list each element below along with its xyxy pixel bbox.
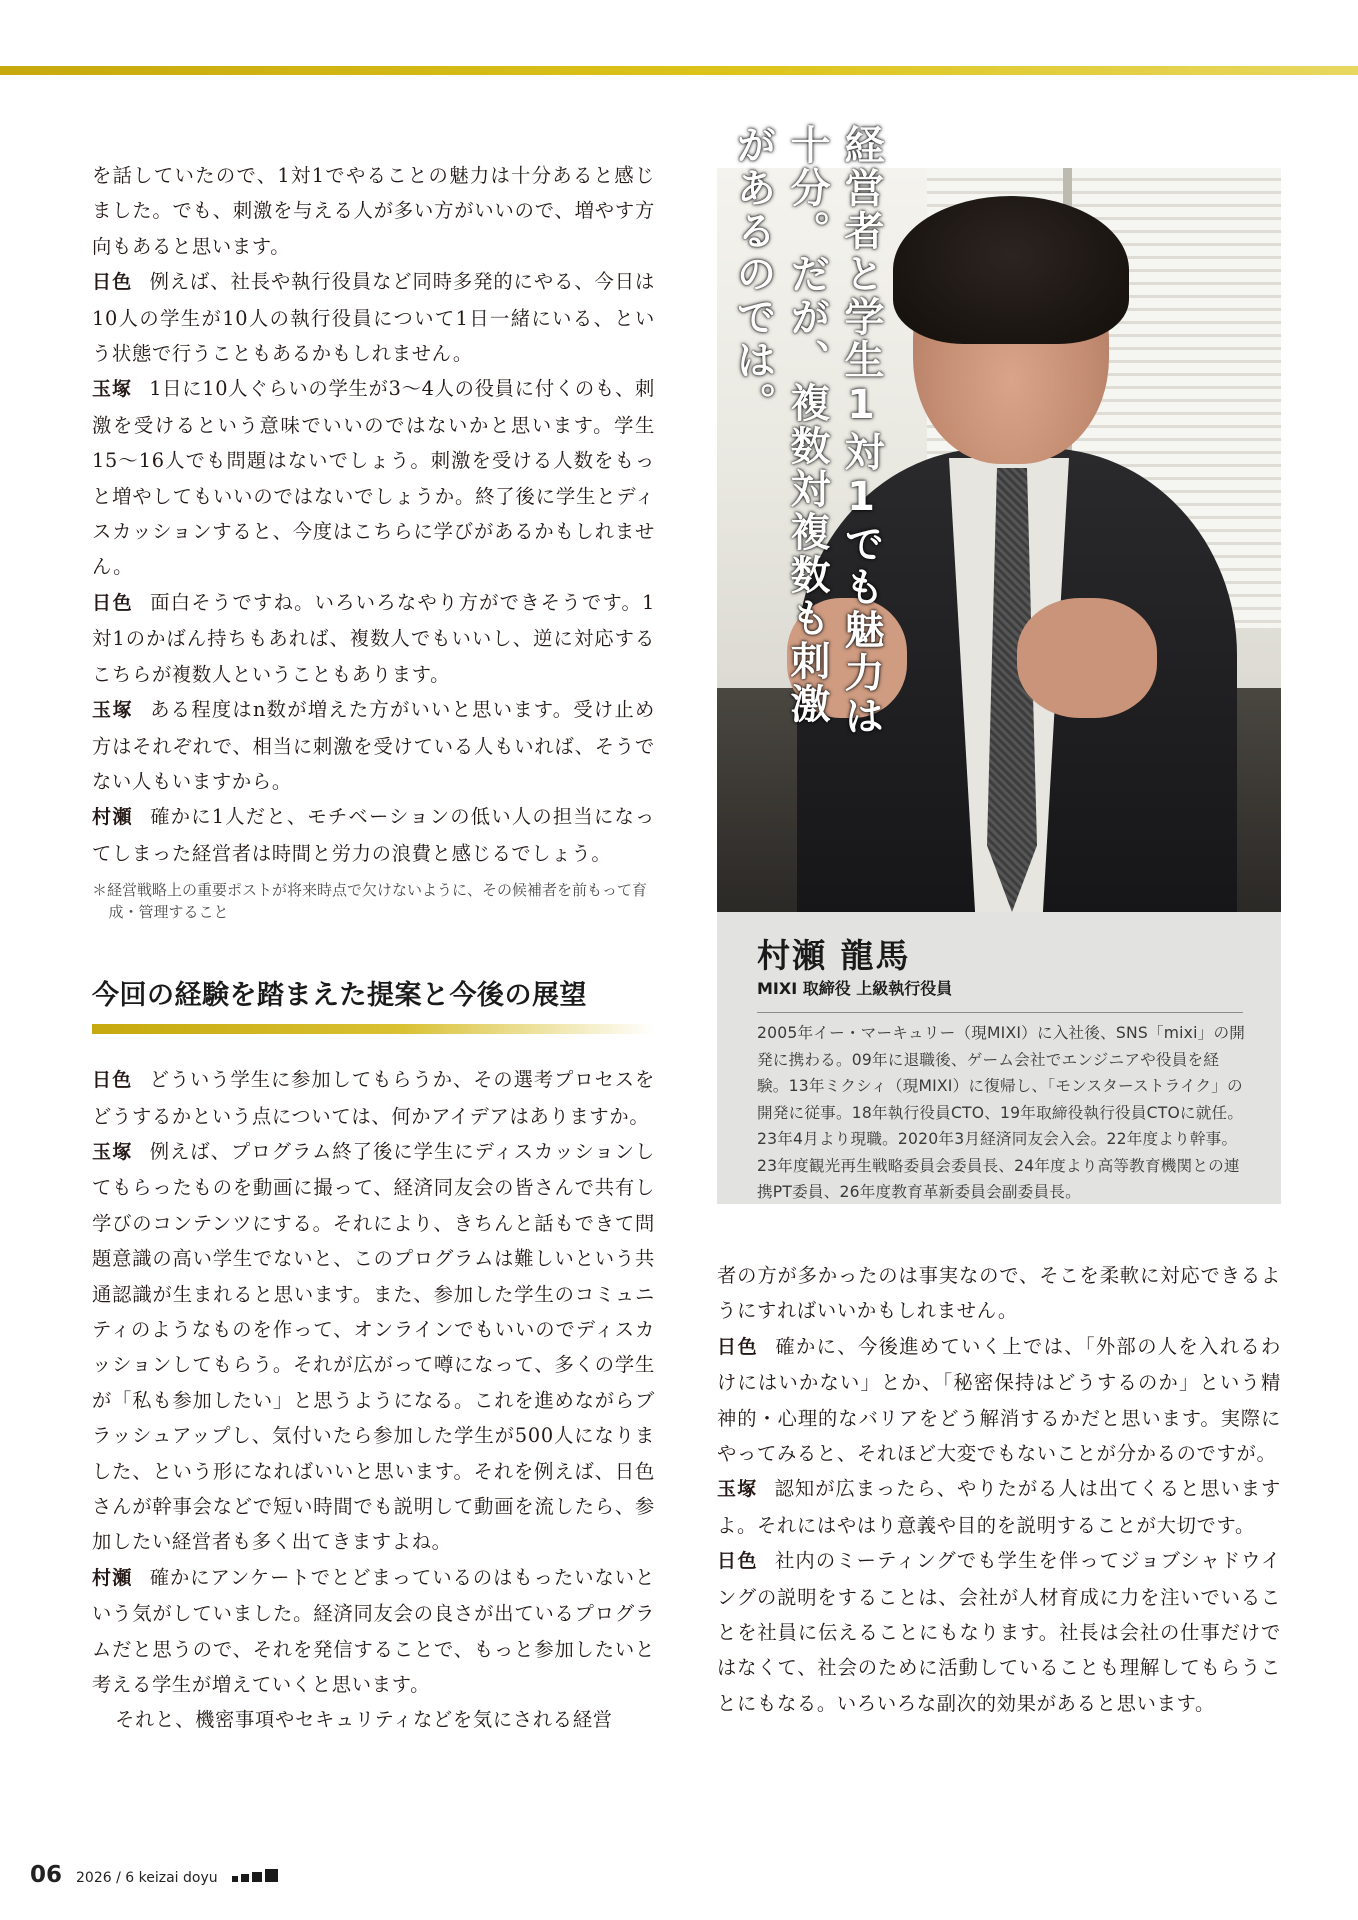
footnote: ＊経営戦略上の重要ポストが将来時点で欠けないように、その候補者を前もって育成・管理すること [92,881,648,922]
decorative-squares-icon [232,1869,278,1882]
speaker-name: 村瀬 [92,1566,133,1589]
dialogue-paragraph [92,1134,655,1560]
paragraph-text: 者の方が多かったのは事実なので、そこを柔軟に対応できるようにすればいいかもしれません。 [717,1264,1281,1323]
paragraph-text: 1日に10人ぐらいの学生が3～4人の役員に付くのも、刺激を受けるという意味でいいのではないかと思います。学生15～16人でも問題はないでしょう。刺激を受ける人数をもっと増やしてもいいのではないでしょうか。終了後に学生とディスカッションすると、今度はこちらに学びがあるかもしれません。 [92,377,655,579]
speaker-name: 玉塚 [92,1140,133,1163]
dialogue-paragraph [92,1062,655,1134]
dialogue-paragraph [92,1560,655,1703]
section-heading-text: 今回の経験を踏まえた提案と今後の展望 [92,980,587,1012]
page-number: 06 [30,1862,63,1888]
dialogue-paragraph [717,1258,1281,1329]
photo-hair [893,196,1129,344]
speaker-name: 玉塚 [92,378,133,401]
right-paragraphs [717,1258,1281,1721]
dialogue-paragraph [92,158,655,264]
speaker-name: 日色 [717,1335,759,1358]
paragraph-text: どういう学生に参加してもらうか、その選考プロセスをどうするかという点については、何かアイデアはありますか。 [92,1068,655,1128]
dialogue-paragraph [717,1329,1281,1472]
paragraph-text: 社内のミーティングでも学生を伴ってジョブシャドウイングの説明をすることは、会社が人材育成に力を注いでいることを社員に伝えることにもなります。社長は会社の仕事だけではなくて、社会のために活動していることも理解してもらうことにもなる。いろいろな副次的効果があると思います。 [717,1549,1281,1715]
paragraph-text: ある程度はn数が増えた方がいいと思います。受け止め方はそれぞれで、相当に刺激を受けている人もいれば、そうでない人もいますから。 [92,698,655,793]
left-column [92,158,655,1738]
speaker-name: 玉塚 [717,1478,758,1501]
photo-hand-right [1017,598,1157,718]
dialogue-paragraph [92,799,655,871]
speaker-name: 日色 [92,591,134,614]
paragraph-text: 確かにアンケートでとどまっているのはもったいないという気がしていました。経済同友会の良さが出ているプログラムだと思うので、それを発信することで、もっと参加したいと考える学生が増えていくと思います。 [92,1565,655,1697]
profile-name: 村瀬 龍馬 [757,936,911,975]
speaker-name: 日色 [92,271,133,294]
paragraph-text: 面白そうですね。いろいろなやり方ができそうです。1対1のかばん持ちもあれば、複数人でもいいし、逆に対応するこちらが複数人ということもあります。 [92,590,655,686]
paragraph-text: 例えば、プログラム終了後に学生にディスカッションしてもらったものを動画に撮って、経済同友会の皆さんで共有し学びのコンテンツにする。それにより、きちんと話もできて問題意識の高い学生でないと、このプログラムは難しいという共通認識が生まれると思います。また、参加した学生のコミュニティのようなものを作って、オンラインでもいいのでディスカッションしてもらう。それが広がって噂になって、多くの学生が「私も参加したい」と思うようになる。これを進めながらブラッシュアップし、気付いたら参加した学生が500人になりました、という形になればいいと思います。それを例えば、日色さんが幹事会などで短い時間でも説明して動画を流したら、参加したい経営者も多く出てきますよね。 [92,1139,655,1554]
dialogue-paragraph [92,585,655,692]
page-footer [30,1862,278,1888]
paragraph-text: 例えば、社長や執行役員など同時多発的にやる、今日は10人の学生が10人の執行役員について1日一緒にいる、という状態で行うこともあるかもしれません。 [92,270,655,366]
dialogue-paragraph [92,371,655,584]
paragraph-text: を話していたので、1対1でやることの魅力は十分あると感じました。でも、刺激を与える人が多い方がいいので、増やす方向もあると思います。 [92,164,655,258]
section-heading-underline [92,1024,655,1034]
paragraph-text: 確かに、今後進めていく上では、「外部の人を入れるわけにはいかない」とか、「秘密保持はどうするのか」という精神的・心理的なバリアをどう解消するかだと思います。実際にやってみると、それほど大変でもないことが分かるのですが。 [717,1334,1281,1466]
profile-divider [757,1012,1243,1013]
paragraph-text: それと、機密事項やセキュリティなどを気にされる経営 [115,1708,613,1732]
profile-role: MIXI 取締役 上級執行役員 [757,979,953,998]
right-column [717,1258,1281,1721]
dialogue-paragraph [717,1471,1281,1543]
profile-bio: 2005年イー・マーキュリー（現MIXI）に入社後、SNS「mixi」の開発に携わる。09年に退職後、ゲーム会社でエンジニアや役員を経験。13年ミクシィ（現MIXI）に復帰し、「モンスターストライク」の開発に従事。18年執行役員CTO、19年取締役執行役員CTOに就任。23年4月より現職。2020年3月経済同友会入会。22年度より幹事。23年度観光再生戦略委員会委員長、24年度より高等教育機関との連携PT委員、26年度教育革新委員会副委員長。 [757,1024,1246,1201]
speaker-name: 日色 [92,1069,133,1092]
dialogue-paragraph [92,1702,655,1737]
speaker-name: 日色 [717,1550,758,1573]
dialogue-paragraph [92,264,655,371]
profile-box [717,912,1281,1204]
paragraph-text: 確かに1人だと、モチベーションの低い人の担当になってしまった経営者は時間と労力の浪費と感じるでしょう。 [92,805,655,865]
section-heading [92,973,655,1034]
section-paragraphs [92,1062,655,1738]
dialogue-paragraph [92,692,655,799]
issue-label: 2026 / 6 keizai doyu [76,1870,218,1886]
speaker-name: 玉塚 [92,699,134,722]
dialogue-paragraph [717,1543,1281,1721]
photo-headline: 経営者と学生1対1でも魅力は十分。だが、複数対複数も刺激があるのでは。 [730,124,884,738]
paragraph-text: 認知が広まったら、やりたがる人は出てくると思いますよ。それにはやはり意義や目的を説明することが大切です。 [717,1477,1281,1537]
speaker-name: 村瀬 [92,806,134,829]
left-paragraphs [92,158,655,871]
top-accent-bar [0,66,1358,75]
